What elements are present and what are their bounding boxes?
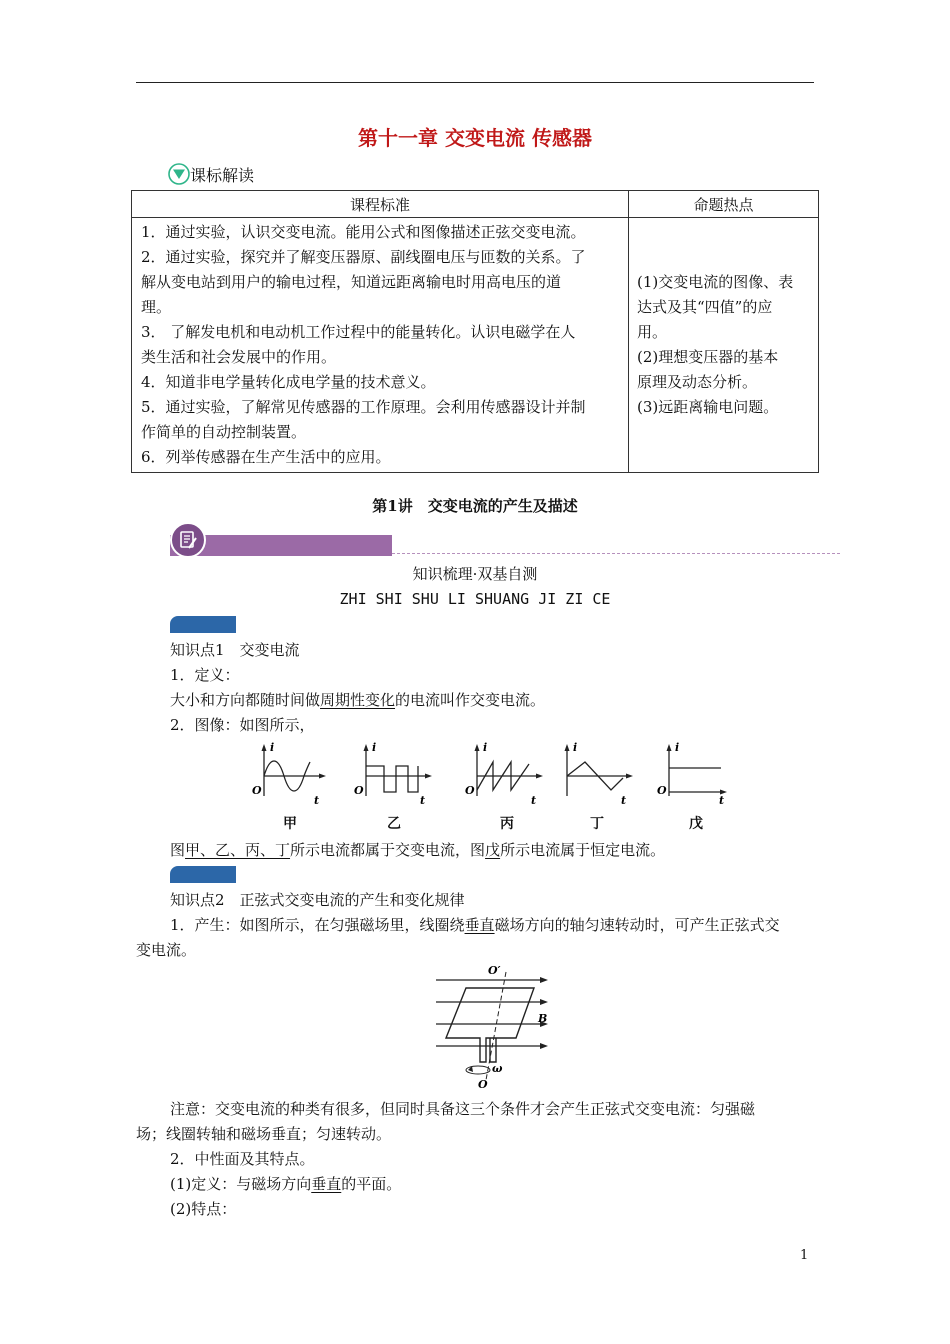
figure-label-wu: 戊	[689, 816, 703, 832]
section-label	[168, 160, 254, 188]
kp1-definition	[170, 688, 545, 713]
figure-ding	[555, 742, 635, 810]
axis-top-label: O′	[488, 964, 501, 977]
standard-line: 2．通过实验，探究并了解变压器原、副线圈电压与匝数的关系。了	[141, 248, 586, 266]
table-header-standards: 课程标准	[132, 191, 629, 218]
axis-t-label: t	[621, 794, 627, 806]
neutral-def-suffix: 的平面。	[341, 1175, 402, 1193]
standards-cell	[132, 218, 629, 473]
neutral-def-underline: 垂直	[311, 1175, 342, 1193]
banner-dashed-rule	[392, 553, 840, 554]
neutral-def-prefix: (1)定义：与磁场方向	[170, 1175, 312, 1193]
hotspot-line: (1)交变电流的图像、表	[637, 273, 794, 291]
conclusion-suffix: 所示电流属于恒定电流。	[500, 841, 666, 859]
standard-line: 4．知道非电学量转化成电学量的技术意义。	[141, 373, 436, 391]
axis-i-label: i	[270, 742, 275, 754]
banner-pinyin: ZHI SHI SHU LI SHUANG JI ZI CE	[339, 590, 611, 608]
lecture-title: 第1讲 交变电流的产生及描述	[372, 497, 578, 515]
kp2-title: 知识点2 正弦式交变电流的产生和变化规律	[170, 891, 465, 909]
conclusion-prefix: 图	[170, 841, 186, 859]
standard-line: 1．通过实验，认识交变电流。能用公式和图像描述正弦交变电流。	[141, 223, 586, 241]
kp2-generation-line2: 变电流。	[136, 941, 197, 959]
chapter-title: 第十一章 交变电流 传感器	[358, 126, 592, 150]
banner-title: 知识梳理·双基自测	[412, 565, 538, 583]
kp2-neutral-feature: (2)特点：	[170, 1200, 237, 1218]
conclusion-mid: 所示电流都属于交变电流，图	[290, 841, 486, 859]
figure-bing	[465, 742, 545, 810]
axis-t-label: t	[719, 794, 725, 806]
axis-t-label: t	[314, 794, 320, 806]
figure-label-bing: 丙	[500, 816, 514, 832]
section-label-text: 课标解读	[190, 165, 255, 185]
def-underline: 周期性变化	[320, 691, 396, 709]
figure-label-jia: 甲	[283, 816, 297, 832]
axis-i-label: i	[483, 742, 488, 754]
kp2-neutral-definition	[170, 1172, 401, 1197]
kp2-generation	[170, 913, 780, 938]
knowledge-point-tag-2	[170, 866, 236, 883]
axis-bottom-label: O	[478, 1078, 488, 1091]
pencil-icon	[172, 524, 204, 556]
conclusion-underline-2: 戊	[485, 841, 501, 859]
origin-label: O	[465, 784, 475, 797]
standard-line: 3． 了解发电机和电动机工作过程中的能量转化。认识电磁学在人	[141, 323, 576, 341]
figure-jia	[252, 742, 326, 810]
kp1-def-heading: 1．定义：	[170, 666, 240, 684]
kp2-note-line2: 场；线圈转轴和磁场垂直；匀速转动。	[136, 1125, 392, 1143]
table-header-hotspots: 命题热点	[629, 191, 819, 218]
field-b-label: B	[538, 1012, 548, 1025]
header-rule	[136, 82, 814, 83]
gen-suffix: 磁场方向的轴匀速转动时，可产生正弦式交	[494, 916, 780, 934]
hotspot-line: (3)远距离输电问题。	[637, 398, 779, 416]
coil-diagram	[430, 962, 554, 1096]
kp1-title: 知识点1 交变电流	[170, 641, 300, 659]
notebook-icon	[170, 522, 206, 558]
figure-yi	[354, 742, 434, 810]
figure-wu	[657, 742, 731, 810]
conclusion-underline-1: 甲、乙、丙、丁	[185, 841, 291, 859]
gen-prefix: 1．产生：如图所示，在匀强磁场里，线圈绕	[170, 916, 465, 934]
figure-label-yi: 乙	[387, 816, 401, 832]
origin-label: O	[354, 784, 364, 797]
triangle-down-icon	[168, 163, 190, 185]
hotspot-line: (2)理想变压器的基本	[637, 348, 779, 366]
hotspot-line: 达式及其“四值”的应	[637, 298, 773, 316]
standard-line: 解从变电站到用户的输电过程，知道远距离输电时用高电压的道	[141, 273, 562, 291]
page-number: 1	[800, 1248, 809, 1263]
axis-i-label: i	[675, 742, 680, 754]
kp2-neutral-heading: 2．中性面及其特点。	[170, 1150, 315, 1168]
origin-label: O	[657, 784, 667, 797]
kp1-image-heading: 2．图像：如图所示，	[170, 716, 315, 734]
axis-i-label: i	[573, 742, 578, 754]
figure-label-ding: 丁	[590, 816, 604, 832]
hotspot-line: 用。	[637, 323, 668, 341]
standard-line: 5．通过实验，了解常见传感器的工作原理。会利用传感器设计并制	[141, 398, 586, 416]
def-prefix: 大小和方向都随时间做	[170, 691, 321, 709]
gen-underline: 垂直	[464, 916, 495, 934]
standard-line: 类生活和社会发展中的作用。	[141, 348, 337, 366]
def-suffix: 的电流叫作交变电流。	[395, 691, 546, 709]
curriculum-table	[131, 190, 819, 473]
knowledge-point-tag-1	[170, 616, 236, 633]
axis-t-label: t	[420, 794, 426, 806]
kp2-note-line1: 注意：交变电流的种类有很多，但同时具备这三个条件才会产生正弦式交变电流：匀强磁	[170, 1100, 756, 1118]
hotspots-cell	[629, 218, 819, 473]
standard-line: 6．列举传感器在生产生活中的应用。	[141, 448, 391, 466]
axis-t-label: t	[531, 794, 537, 806]
origin-label: O	[252, 784, 262, 797]
axis-i-label: i	[372, 742, 377, 754]
omega-label: ω	[492, 1062, 503, 1075]
kp1-conclusion	[170, 838, 665, 863]
hotspot-line: 原理及动态分析。	[637, 373, 758, 391]
standard-line: 理。	[141, 298, 172, 316]
standard-line: 作简单的自动控制装置。	[141, 423, 307, 441]
